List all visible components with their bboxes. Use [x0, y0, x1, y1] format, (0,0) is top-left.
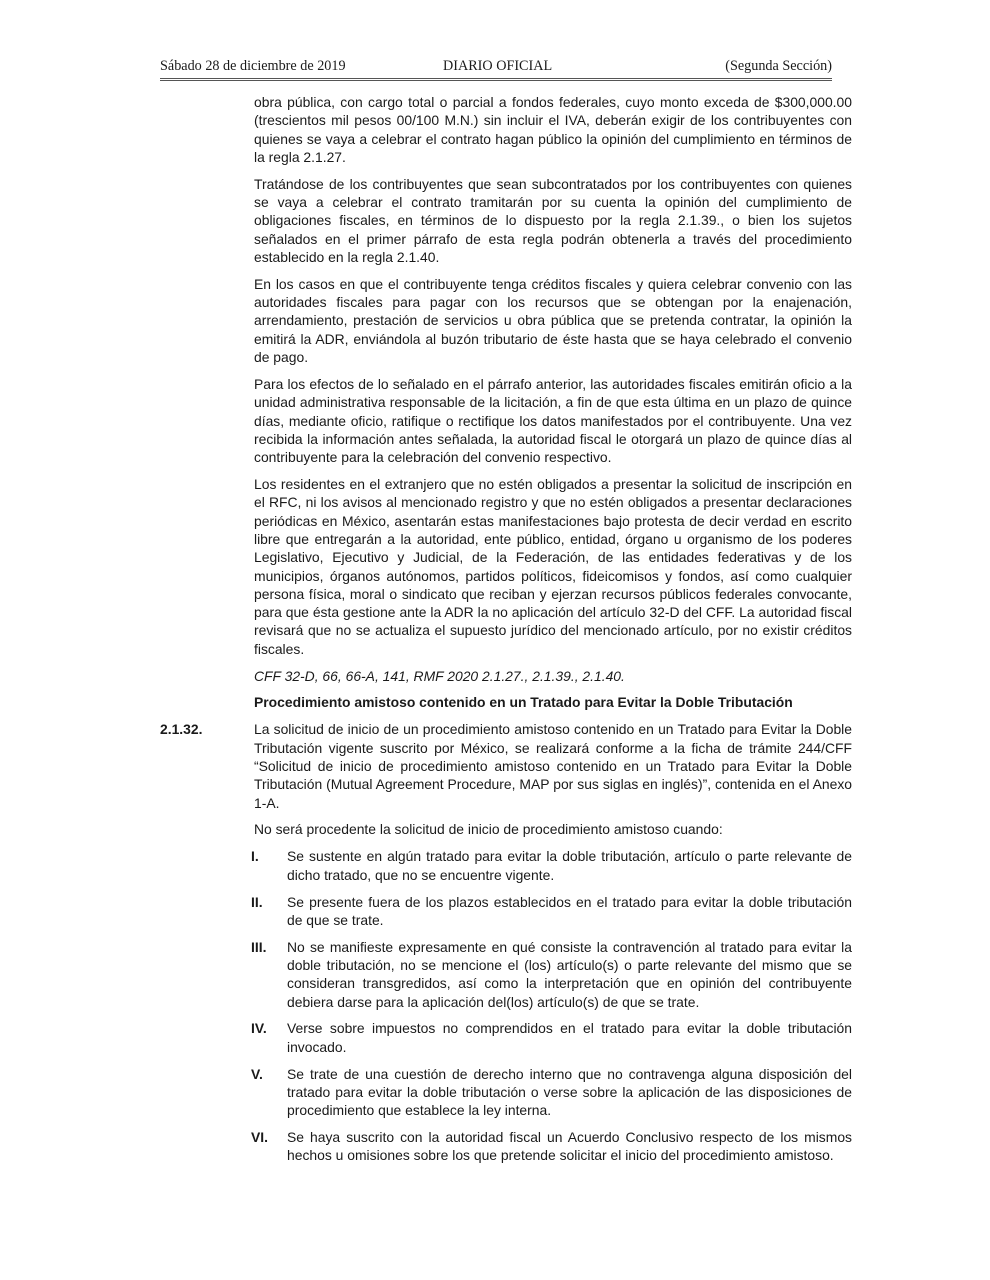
rule-text: La solicitud de inicio de un procedimiento amistoso contenido en un Tratado para Evitar la Doble Tributación vigente suscrito por México, se realizará conforme a la ficha de trámite 244/CFF “Solicitud de inicio de procedimiento amistoso contenido en un Tratado para Evitar la Doble Tributación (Mutual Agreement Procedure, MAP por sus siglas en inglés)”, contenida en el Anexo 1-A.	[254, 721, 852, 811]
list-item-text: Se haya suscrito con la autoridad fiscal un Acuerdo Conclusivo respecto de los mismos hechos u omisiones sobre los que pretende solicitar el inicio del procedimiento amistoso.	[287, 1129, 852, 1164]
list-item	[251, 893, 852, 930]
list-item	[251, 1065, 852, 1120]
header-section: (Segunda Sección)	[725, 58, 832, 74]
list-item-number: V.	[251, 1065, 263, 1082]
rule-block	[160, 720, 852, 811]
list-item	[251, 938, 852, 1011]
list-item	[251, 1019, 852, 1056]
list-item-number: VI.	[251, 1129, 268, 1146]
list-item-number: I.	[251, 848, 259, 865]
list-item-text: Se presente fuera de los plazos establecidos en el tratado para evitar la doble tributación de que se trate.	[287, 893, 852, 928]
paragraph: En los casos en que el contribuyente tenga créditos fiscales y quiera celebrar convenio con las autoridades fiscales para pagar con los recursos que se obtengan por la enajenación, arrendamiento, prestación de servicios u obra pública que se pretenda contratar, la opinión la emitirá la ADR, enviándola al buzón tributario de éste hasta que se haya celebrado el convenio de pago.	[254, 275, 852, 366]
list-item	[251, 847, 852, 884]
list-item	[251, 1128, 852, 1165]
rule-intro: No será procedente la solicitud de inicio de procedimiento amistoso cuando:	[254, 821, 723, 838]
list-item-text: Se trate de una cuestión de derecho interno que no contravenga alguna disposición del tratado para evitar la doble tributación o verse sobre la aplicación de las disposiciones de procedimiento que establece la ley interna.	[287, 1065, 852, 1119]
header-title: DIARIO OFICIAL	[443, 58, 553, 74]
paragraph: Para los efectos de lo señalado en el párrafo anterior, las autoridades fiscales emitirán oficio a la unidad administrativa responsable de la licitación, a fin de que esta última en un plazo de quince días, mediante oficio, ratifique o rectifique los datos manifestados por el contribuyente. Una vez recibida la información antes señalada, la autoridad fiscal le otorgará un plazo de quince días al contribuyente para la celebración del convenio respectivo.	[254, 375, 852, 466]
header-date: Sábado 28 de diciembre de 2019	[160, 58, 346, 74]
legal-reference: CFF 32-D, 66, 66-A, 141, RMF 2020 2.1.27., 2.1.39., 2.1.40.	[254, 667, 625, 684]
list-item-text: No se manifieste expresamente en qué consiste la contravención al tratado para evitar la doble tributación, no se mencione el (los) artículo(s) o parte relevante del mismo que se consideran transgredidos, así como la interpretación que en opinión del contribuyente debiera darse para la aplicación del(los) artículo(s) de que se trate.	[287, 938, 852, 1010]
paragraph: Tratándose de los contribuyentes que sean subcontratados por los contribuyentes con quienes se vaya a celebrar el contrato tramitarán por su cuenta la opinión del cumplimiento de obligaciones fiscales, en términos de lo dispuesto por la regla 2.1.39., o bien los sujetos señalados en el primer párrafo de esta regla podrán obtenerla a través del procedimiento establecido en la regla 2.1.40.	[254, 175, 852, 265]
rule-number: 2.1.32.	[160, 721, 203, 738]
list-item-number: III.	[251, 938, 267, 955]
list-item-number: II.	[251, 893, 263, 910]
page-header	[160, 58, 832, 81]
paragraph: Los residentes en el extranjero que no estén obligados a presentar la solicitud de inscripción en el RFC, ni los avisos al mencionado registro y que no estén obligados a presentar declaraciones periódicas en México, asentarán estas manifestaciones bajo protesta de decir verdad en escrito libre que entregarán a la autoridad, ente público, entidad, órgano u organismo de los poderes Legislativo, Ejecutivo y Judicial, de la Federación, de las entidades federativas y de los municipios, órganos autónomos, partidos políticos, fideicomisos y fondos, así como cualquier persona física, moral o sindicato que reciban y ejerzan recursos públicos federales convocante, para que ésta gestione ante la ADR la no aplicación del artículo 32-D del CFF. La autoridad fiscal revisará que no se actualiza el supuesto jurídico del mencionado artículo, por no existir créditos fiscales.	[254, 476, 852, 657]
list-item-number: IV.	[251, 1020, 267, 1037]
paragraph: obra pública, con cargo total o parcial a fondos federales, cuyo monto exceda de $300,000.00 (trescientos mil pesos 00/100 M.N.) sin incluir el IVA, deberán exigir de los contribuyentes con quienes se vaya a celebrar el contrato hagan público la opinión del cumplimiento en términos de la regla 2.1.27.	[254, 94, 852, 165]
document-body	[160, 93, 852, 1173]
list-item-text: Se sustente en algún tratado para evitar la doble tributación, artículo o parte relevante de dicho tratado, que no se encuentre vigente.	[287, 848, 852, 883]
rule-heading: Procedimiento amistoso contenido en un Tratado para Evitar la Doble Tributación	[254, 694, 793, 711]
list-item-text: Verse sobre impuestos no comprendidos en el tratado para evitar la doble tributación invocado.	[287, 1020, 852, 1055]
